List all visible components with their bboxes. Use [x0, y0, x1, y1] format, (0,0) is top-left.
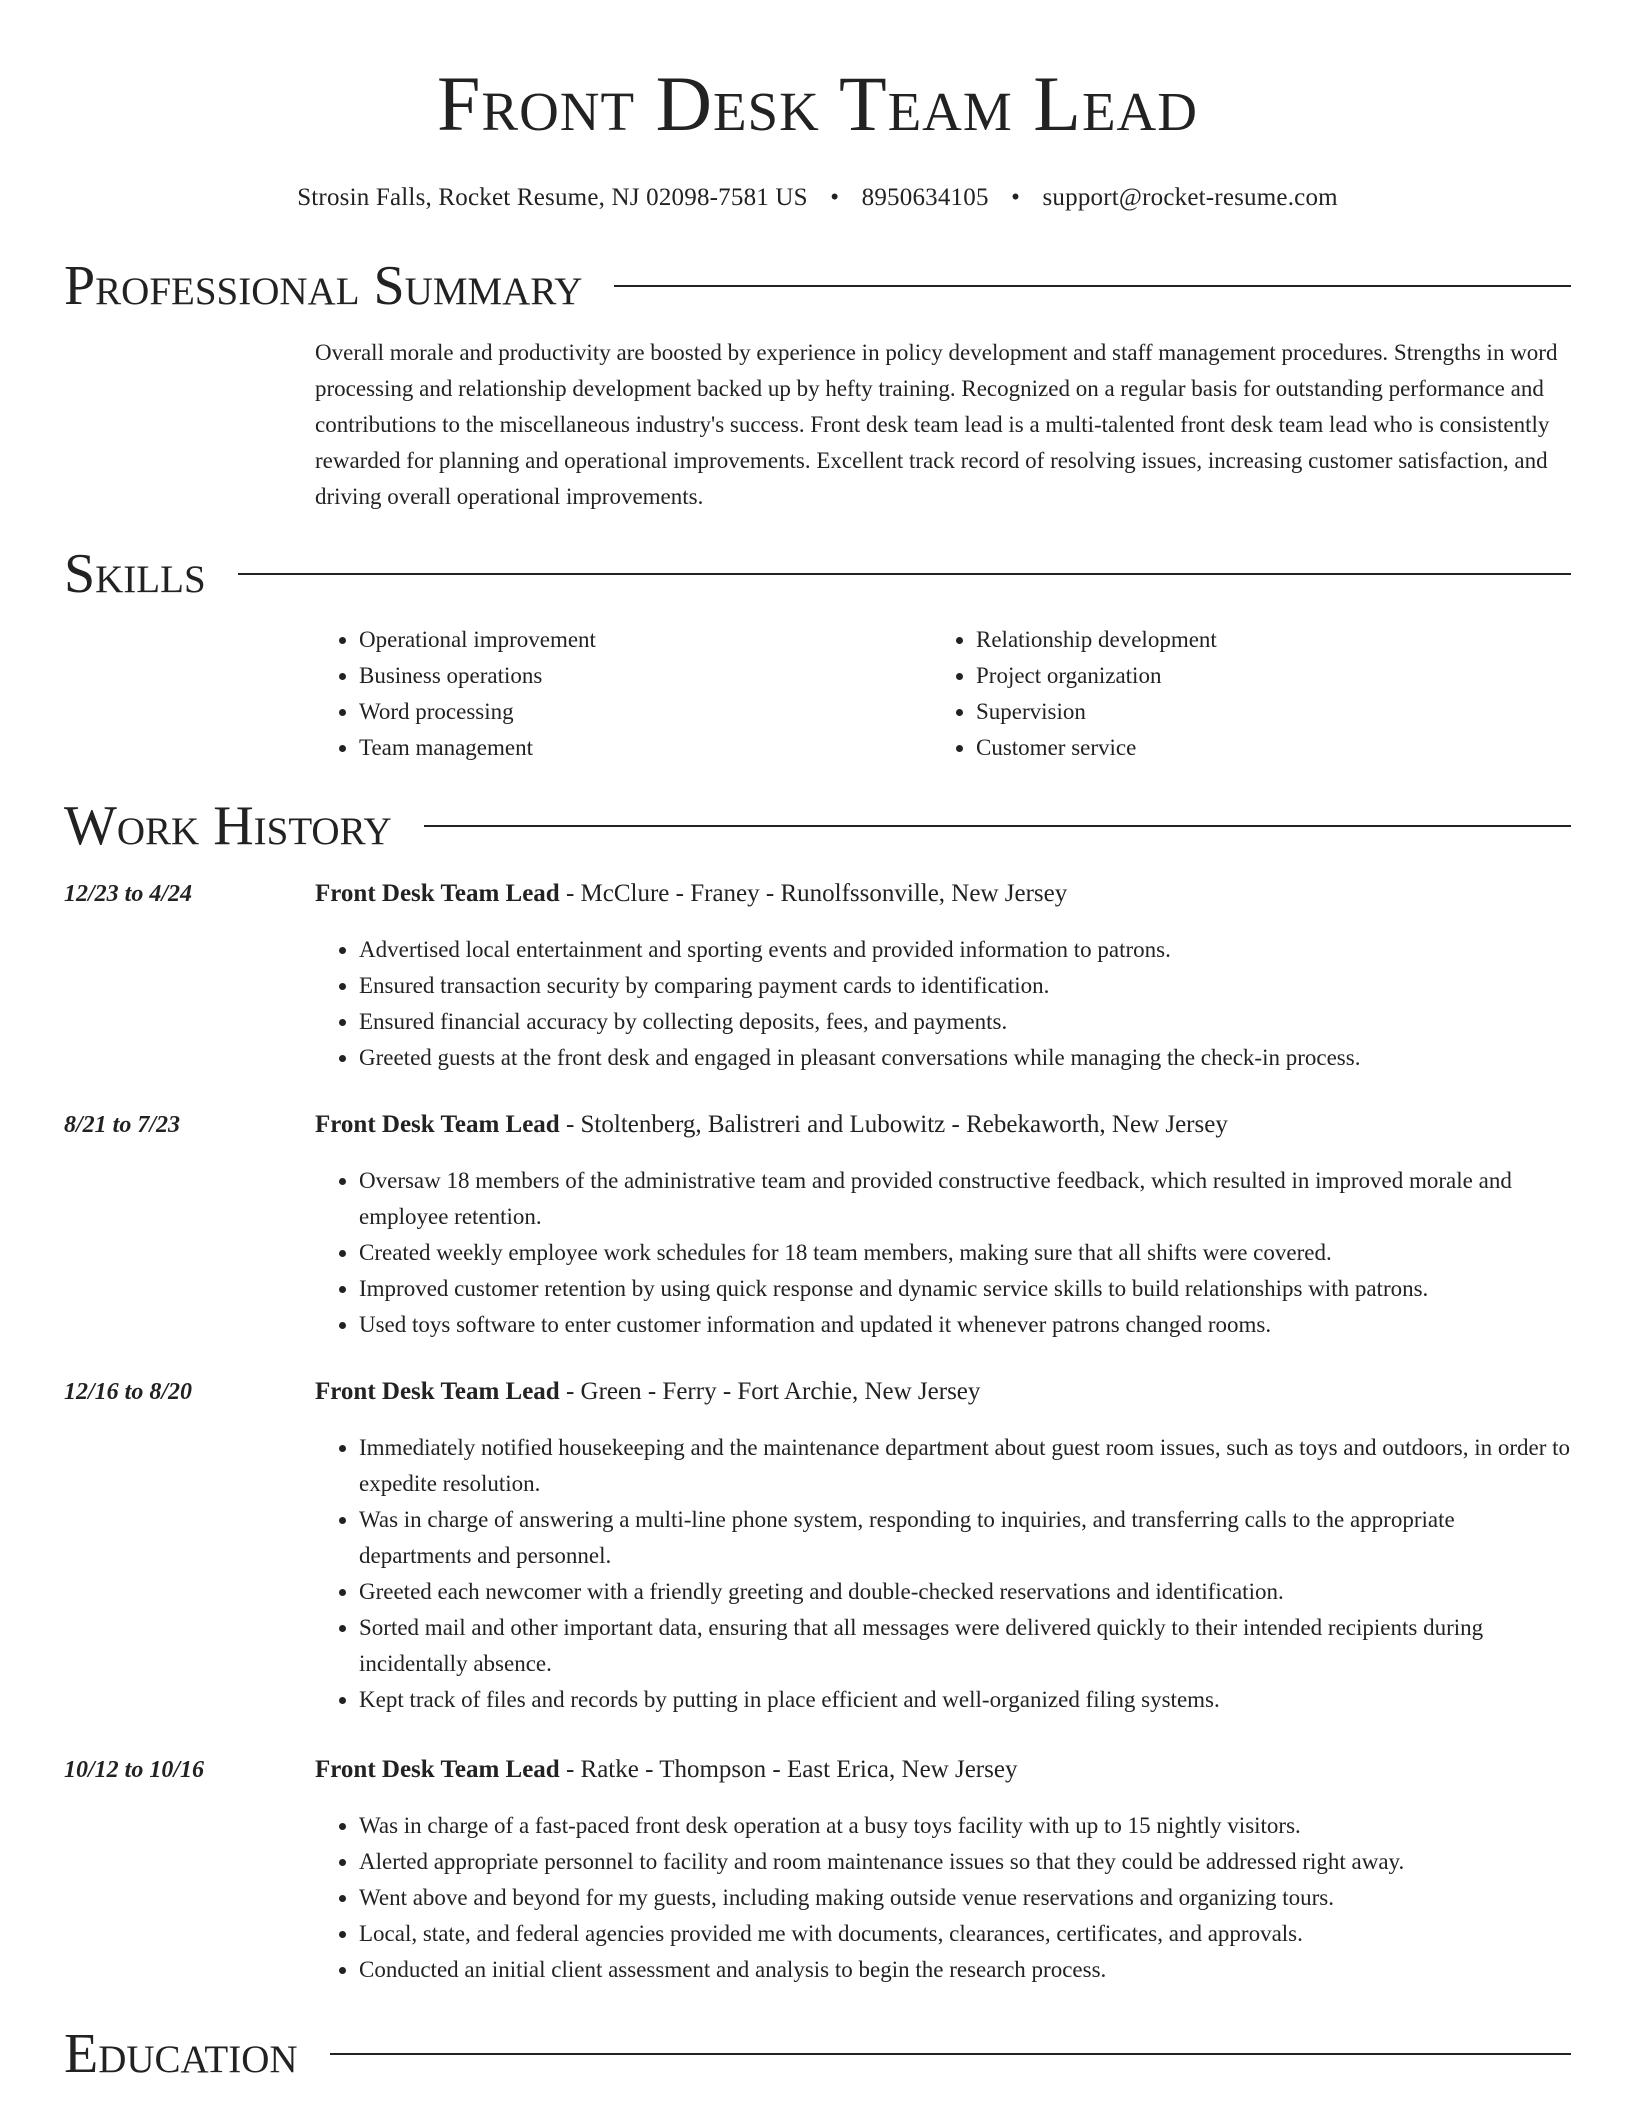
- job-bullet: • Ensured financial accuracy by collecting deposits, fees, and payments.: [359, 1004, 1571, 1040]
- job-bullet: • Ensured transaction security by comparing payment cards to identification.: [359, 968, 1571, 1004]
- job-dates: 12/16 to 8/20: [64, 1379, 193, 1405]
- job-dates: 10/12 to 10/16: [64, 1757, 205, 1783]
- summary-heading: Professional Summary: [64, 255, 583, 317]
- job-title: Front Desk Team Lead: [315, 1756, 560, 1783]
- job-title-line: [315, 878, 1067, 910]
- job-title-line: [315, 1376, 980, 1408]
- job-employer: - Green - Ferry - Fort Archie, New Jersey: [559, 1378, 981, 1405]
- job-bullet: • Advertised local entertainment and sporting events and provided information to patrons.: [359, 932, 1571, 968]
- contact-separator: •: [1011, 184, 1021, 211]
- job-dates: 12/23 to 4/24: [64, 881, 193, 907]
- job-bullet: • Created weekly employee work schedules for 18 team members, making sure that all shifts were covered.: [359, 1235, 1571, 1271]
- job-bullet: • Immediately notified housekeeping and the maintenance department about guest room issues, such as toys and outdoors, in order to expedite resolution.: [359, 1430, 1571, 1502]
- job-title-line: [315, 1109, 1228, 1141]
- job-bullet: • Greeted each newcomer with a friendly greeting and double-checked reservations and identification.: [359, 1574, 1571, 1610]
- job-title: Front Desk Team Lead: [315, 1111, 560, 1138]
- job-title: Front Desk Team Lead: [315, 880, 560, 907]
- section-divider: [238, 573, 1571, 575]
- job-bullets: [315, 1430, 1571, 1718]
- job-bullet: • Was in charge of a fast-paced front desk operation at a busy toys facility with up to 15 nightly visitors.: [359, 1808, 1571, 1844]
- skills-list: [315, 622, 1571, 766]
- job-bullets: [315, 1163, 1571, 1343]
- job-employer: - Ratke - Thompson - East Erica, New Jersey: [559, 1756, 1018, 1783]
- section-divider: [614, 285, 1571, 287]
- work-section-header: [64, 796, 1571, 856]
- skill-item: • Customer service: [976, 730, 1549, 766]
- job-bullet: • Oversaw 18 members of the administrative team and provided constructive feedback, which resulted in improved morale and employee retention.: [359, 1163, 1571, 1235]
- job-bullet: • Improved customer retention by using quick response and dynamic service skills to build relationships with patrons.: [359, 1271, 1571, 1307]
- section-divider: [424, 825, 1571, 827]
- job-bullet: • Greeted guests at the front desk and engaged in pleasant conversations while managing the check-in process.: [359, 1040, 1571, 1076]
- skill-item: • Operational improvement: [359, 622, 932, 658]
- skill-item: • Business operations: [359, 658, 932, 694]
- education-section-header: [64, 2024, 1571, 2084]
- job-employer: - McClure - Franey - Runolfssonville, New Jersey: [559, 880, 1068, 907]
- skills-heading: Skills: [64, 543, 206, 605]
- skill-item: • Project organization: [976, 658, 1549, 694]
- job-title-line: [315, 1754, 1017, 1786]
- job-dates: 8/21 to 7/23: [64, 1112, 181, 1138]
- job-bullet: • Conducted an initial client assessment and analysis to begin the research process.: [359, 1952, 1571, 1988]
- contact-email: support@rocket-resume.com: [1042, 184, 1338, 211]
- skills-column-left: [315, 622, 932, 766]
- job-employer: - Stoltenberg, Balistreri and Lubowitz - Rebekaworth, New Jersey: [559, 1111, 1228, 1138]
- job-title: Front Desk Team Lead: [315, 1378, 560, 1405]
- job-bullets: [315, 1808, 1571, 1988]
- summary-text: Overall morale and productivity are boosted by experience in policy development and staff management procedures. Strengths in word processing and relationship development backed up by hefty training. Recognized on a regular basis for outstanding performance and contributions to the miscellaneous industry's success. Front desk team lead is a multi-talented front desk team lead who is consistently rewarded for planning and operational improvements. Excellent track record of resolving issues, increasing customer satisfaction, and driving overall operational improvements.: [315, 340, 1558, 509]
- contact-separator: •: [830, 184, 840, 211]
- job-bullet: • Local, state, and federal agencies provided me with documents, clearances, certificates, and approvals.: [359, 1916, 1571, 1952]
- skills-section-header: [64, 544, 1571, 604]
- section-divider: [330, 2053, 1571, 2055]
- contact-line: [64, 182, 1571, 214]
- work-heading: Work History: [64, 795, 392, 857]
- skill-item: • Word processing: [359, 694, 932, 730]
- resume-page: [64, 0, 1571, 2085]
- contact-phone: 8950634105: [861, 184, 989, 211]
- skill-item: • Team management: [359, 730, 932, 766]
- education-heading: Education: [64, 2023, 298, 2085]
- skill-item: • Relationship development: [976, 622, 1549, 658]
- job-bullet: • Alerted appropriate personnel to facility and room maintenance issues so that they could be addressed right away.: [359, 1844, 1571, 1880]
- skill-item: • Supervision: [976, 694, 1549, 730]
- job-bullet: • Was in charge of answering a multi-line phone system, responding to inquiries, and transferring calls to the appropriate departments and personnel.: [359, 1502, 1571, 1574]
- skills-column-right: [932, 622, 1549, 766]
- job-bullet: • Kept track of files and records by putting in place efficient and well-organized filing systems.: [359, 1682, 1571, 1718]
- contact-address: Strosin Falls, Rocket Resume, NJ 02098-7581 US: [297, 184, 808, 211]
- candidate-name: Front Desk Team Lead: [437, 60, 1198, 147]
- job-bullet: • Went above and beyond for my guests, including making outside venue reservations and organizing tours.: [359, 1880, 1571, 1916]
- job-bullets: [315, 932, 1571, 1076]
- job-bullet: • Sorted mail and other important data, ensuring that all messages were delivered quickly to their intended recipients during incidentally absence.: [359, 1610, 1571, 1682]
- summary-section-header: [64, 256, 1571, 316]
- job-bullet: • Used toys software to enter customer information and updated it whenever patrons changed rooms.: [359, 1307, 1571, 1343]
